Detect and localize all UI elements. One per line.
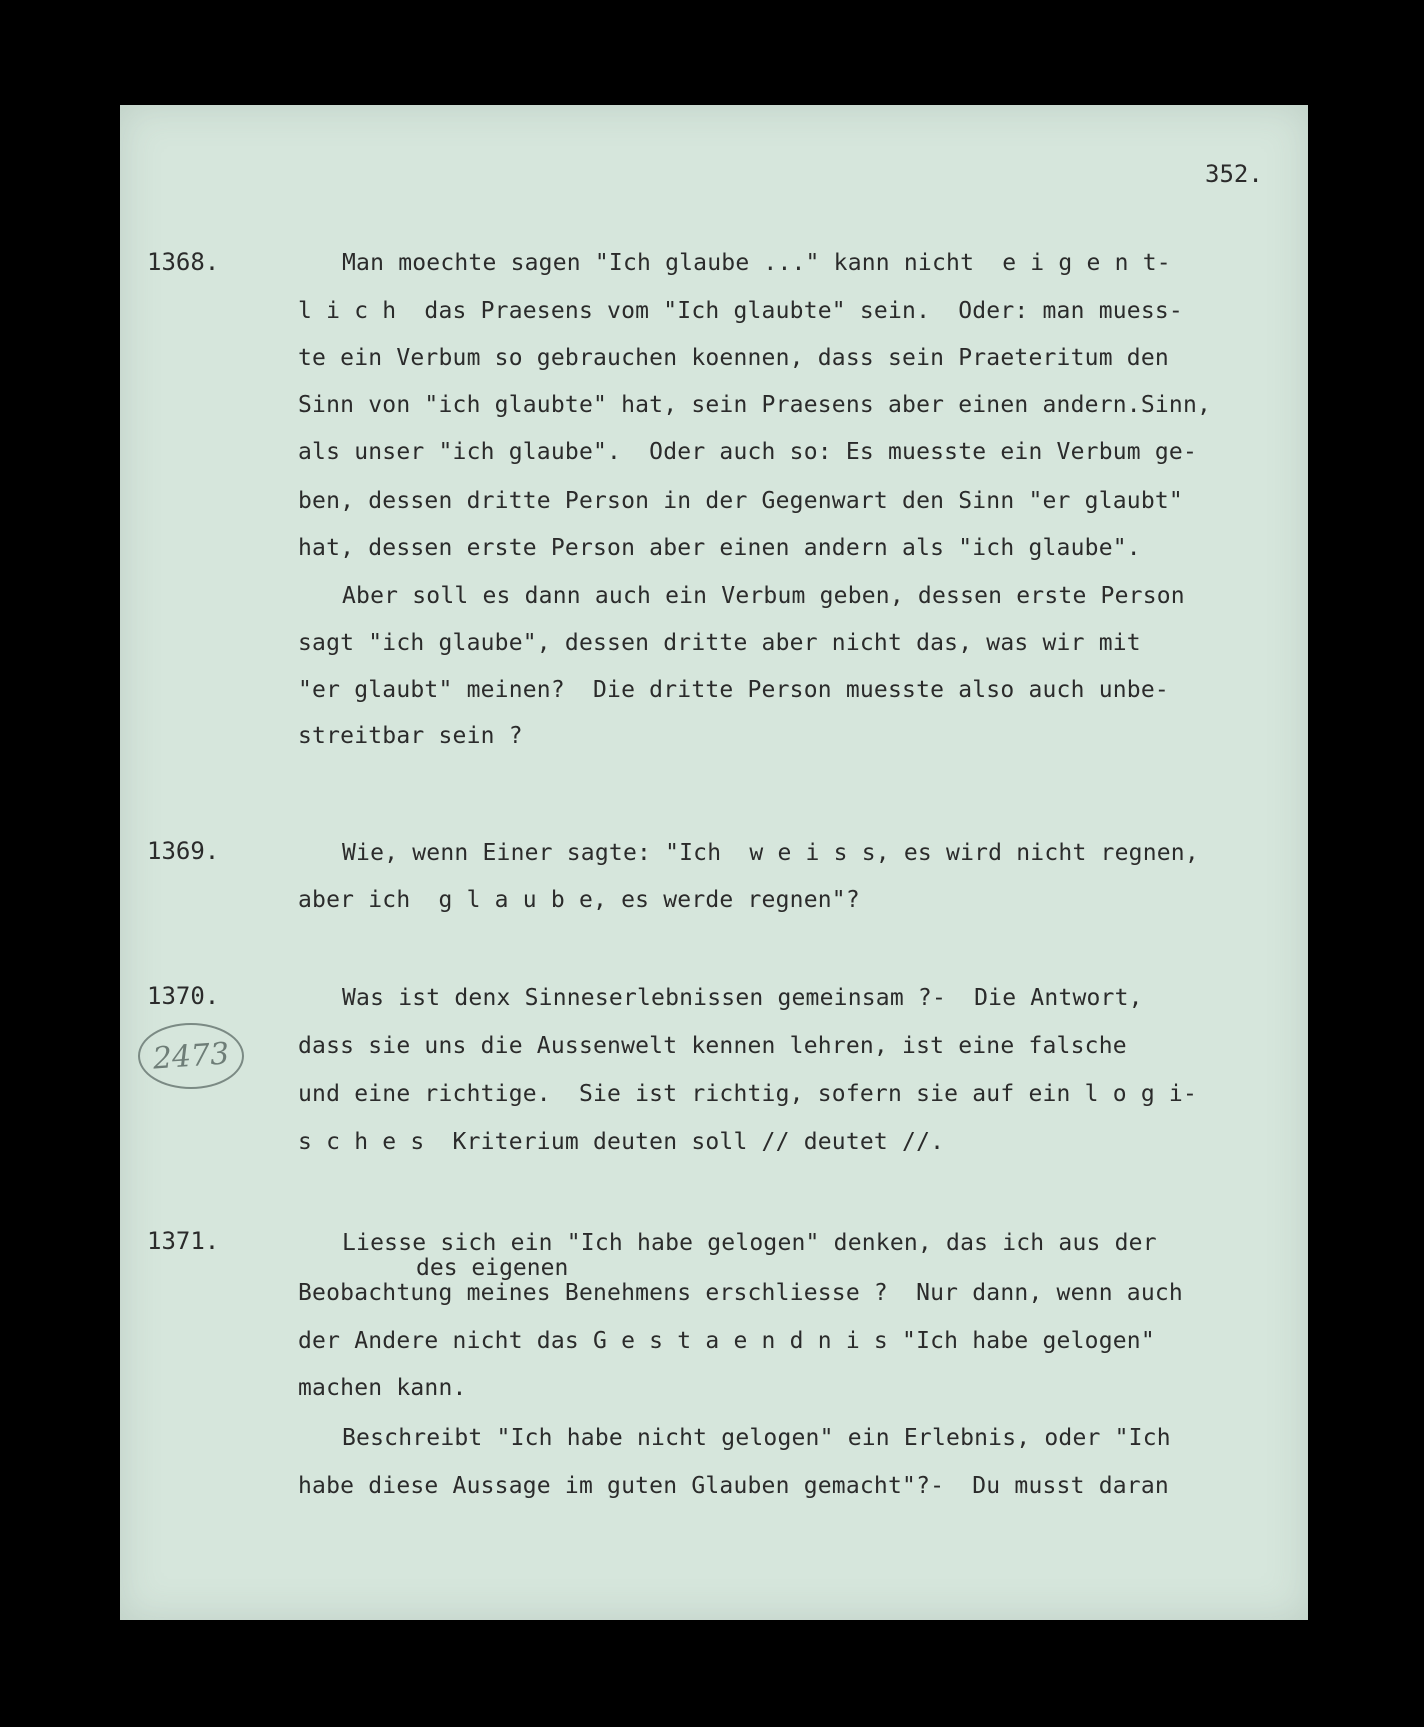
interlinear-insertion: des eigenen [416, 1255, 569, 1281]
section-1368-line-9: sagt "ich glaube", dessen dritte aber nicht das, was wir mit [298, 630, 1141, 656]
section-1368-line-5: als unser "ich glaube". Oder auch so: Es muesste ein Verbum ge- [298, 439, 1198, 465]
section-1371-line-2: Beobachtung meines Benehmens erschliesse ? Nur dann, wenn auch [298, 1280, 1183, 1306]
archive-stamp-number: 2473 [151, 1035, 231, 1077]
section-1370-line-4: s c h e s Kriterium deuten soll // deutet //. [298, 1129, 945, 1155]
section-number-1370: 1370. [147, 982, 220, 1010]
section-1368-line-11: streitbar sein ? [298, 723, 523, 749]
section-1368-line-8: Aber soll es dann auch ein Verbum geben, dessen erste Person [342, 583, 1185, 609]
section-1368-line-2: l i c h das Praesens vom "Ich glaubte" sein. Oder: man muess- [298, 298, 1183, 324]
typed-page [120, 105, 1308, 1620]
section-1368-line-7: hat, dessen erste Person aber einen andern als "ich glaube". [298, 535, 1141, 561]
section-1371-line-6: habe diese Aussage im guten Glauben gemacht"?- Du musst daran [298, 1473, 1169, 1499]
section-number-1371: 1371. [147, 1227, 220, 1255]
archive-stamp [138, 1023, 244, 1089]
section-1369-line-2: aber ich g l a u b e, es werde regnen"? [298, 887, 860, 913]
section-1368-line-3: te ein Verbum so gebrauchen koennen, dass sein Praeteritum den [298, 345, 1169, 371]
section-number-1368: 1368. [147, 248, 220, 276]
section-1371-line-3: der Andere nicht das G e s t a e n d n i s "Ich habe gelogen" [298, 1328, 1155, 1354]
section-1368-line-1: Man moechte sagen "Ich glaube ..." kann nicht e i g e n t- [342, 250, 1171, 276]
section-1369-line-1: Wie, wenn Einer sagte: "Ich w e i s s, es wird nicht regnen, [342, 840, 1199, 866]
section-1368-line-4: Sinn von "ich glaubte" hat, sein Praesens aber einen andern.Sinn, [298, 392, 1212, 418]
section-1368-line-6: ben, dessen dritte Person in der Gegenwart den Sinn "er glaubt" [298, 488, 1183, 514]
section-1368-line-10: "er glaubt" meinen? Die dritte Person muesste also auch unbe- [298, 677, 1169, 703]
section-1371-line-5: Beschreibt "Ich habe nicht gelogen" ein Erlebnis, oder "Ich [342, 1425, 1171, 1451]
section-number-1369: 1369. [147, 837, 220, 865]
page-number: 352. [1205, 160, 1263, 188]
section-1370-line-3: und eine richtige. Sie ist richtig, sofern sie auf ein l o g i- [298, 1081, 1198, 1107]
section-1370-line-2: dass sie uns die Aussenwelt kennen lehren, ist eine falsche [298, 1033, 1127, 1059]
section-1370-line-1: Was ist denx Sinneserlebnissen gemeinsam ?- Die Antwort, [342, 985, 1143, 1011]
section-1371-line-4: machen kann. [298, 1375, 467, 1401]
section-1371-line-1: Liesse sich ein "Ich habe gelogen" denken, das ich aus der [342, 1230, 1157, 1256]
